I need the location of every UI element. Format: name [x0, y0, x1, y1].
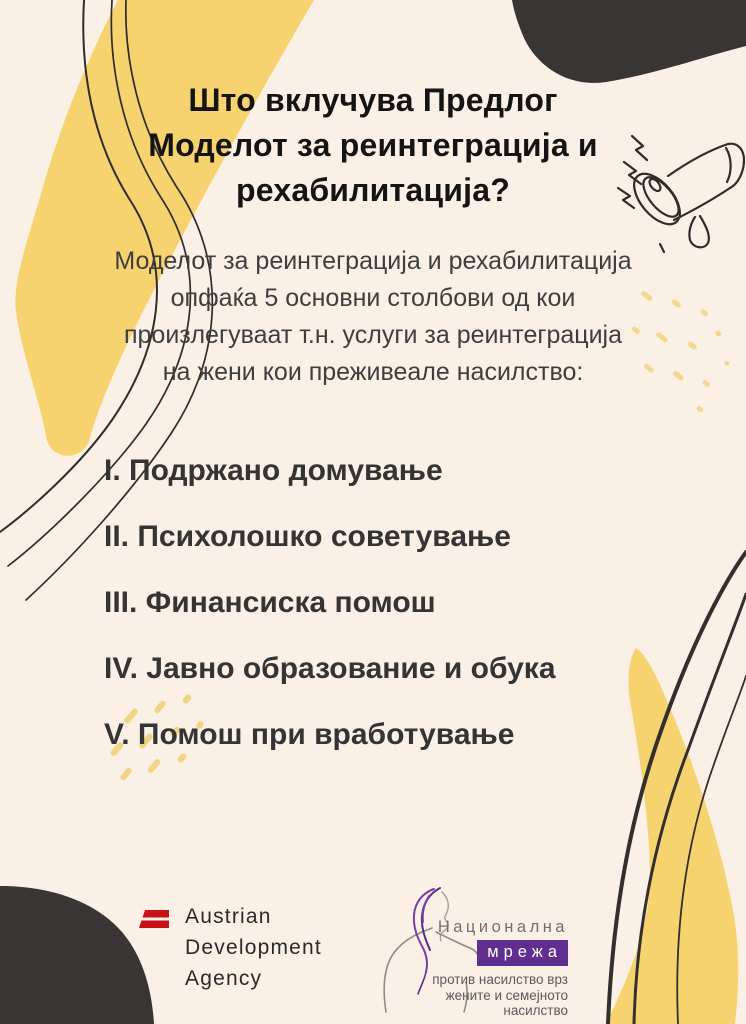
- austrian-flag-icon: [139, 910, 169, 928]
- intro-paragraph: [43, 243, 703, 391]
- network-logo: [378, 886, 588, 1018]
- dark-blob-bottom-left: [0, 886, 154, 1024]
- network-tagline: [416, 972, 568, 1019]
- pillar-item-3: III. Финансиска помош: [104, 586, 436, 619]
- ada-logo: [139, 901, 322, 994]
- network-name-box: мрежа: [477, 940, 568, 966]
- network-logo-text: [416, 918, 568, 1019]
- pillar-item-2: II. Психолошко советување: [104, 520, 511, 553]
- title-line: Моделот за реинтеграција и: [148, 127, 598, 163]
- network-name-top: Национална: [437, 918, 568, 936]
- pillar-item-5: V. Помош при вработување: [104, 718, 515, 751]
- dark-blob-top-right: [512, 0, 746, 83]
- network-tagline-line: жените и семејното: [445, 987, 568, 1003]
- intro-line: опфаќа 5 основни столбови од кои: [170, 284, 576, 312]
- intro-line: на жени кои преживеале насилство:: [162, 358, 584, 386]
- network-tagline-line: против насилство врз: [432, 972, 568, 987]
- network-tagline-line: насилство: [503, 1003, 568, 1018]
- pillar-item-4: IV. Јавно образование и обука: [104, 652, 556, 685]
- ada-logo-text: [185, 901, 322, 994]
- intro-line: Моделот за реинтеграција и рехабилитација: [114, 247, 632, 275]
- ada-text-line: Development: [185, 936, 322, 959]
- title-line: Што вклучува Предлог: [188, 82, 558, 118]
- pillar-item-1: I. Подржано домување: [104, 454, 443, 487]
- pillars-list: [104, 452, 664, 782]
- title-line: рехабилитација?: [236, 172, 510, 208]
- page-title: [63, 78, 683, 213]
- ada-text-line: Austrian: [185, 905, 272, 928]
- intro-line: произлегуваат т.н. услуги за реинтеграција: [123, 321, 623, 349]
- ada-text-line: Agency: [185, 967, 263, 990]
